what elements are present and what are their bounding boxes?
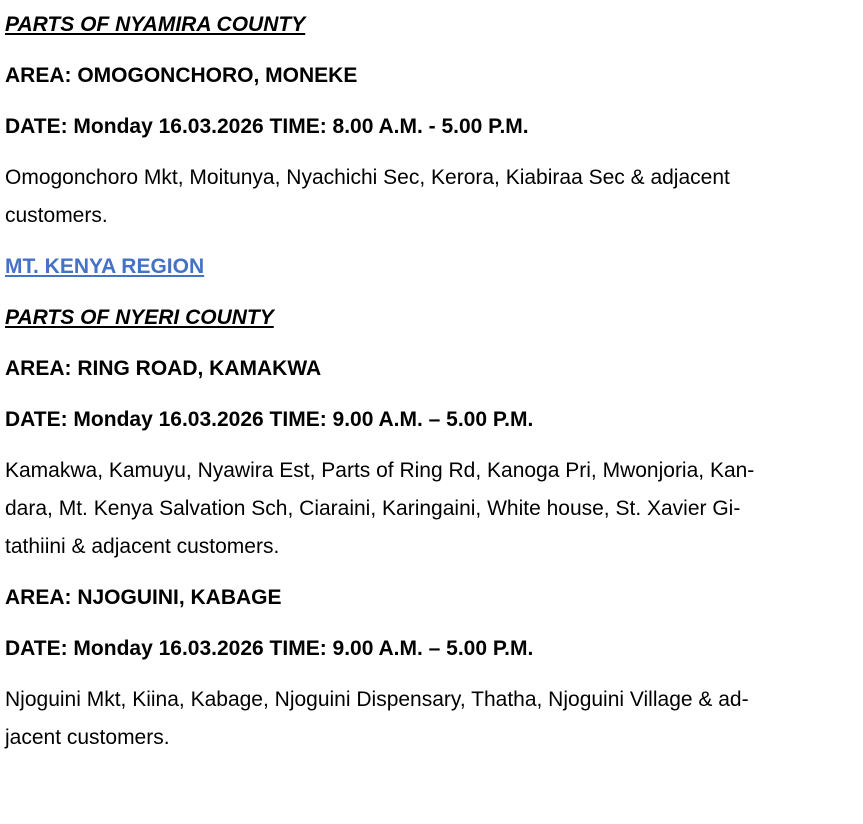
paragraph-line: dara, Mt. Kenya Salvation Sch, Ciaraini, Karingaini, White house, St. Xavier Gi-	[5, 497, 741, 520]
area-heading: AREA: RING ROAD, KAMAKWA	[5, 357, 322, 380]
paragraph-line: Kamakwa, Kamuyu, Nyawira Est, Parts of Ring Rd, Kanoga Pri, Mwonjoria, Kan-	[5, 459, 755, 482]
date-time-line: DATE: Monday 16.03.2026 TIME: 8.00 A.M. - 5.00 P.M.	[5, 115, 529, 138]
date-time-line: DATE: Monday 16.03.2026 TIME: 9.00 A.M. – 5.00 P.M.	[5, 637, 534, 660]
affected-areas-paragraph	[5, 159, 857, 235]
document-body	[5, 0, 857, 770]
paragraph-line: Omogonchoro Mkt, Moitunya, Nyachichi Sec, Kerora, Kiabiraa Sec & adjacent	[5, 166, 730, 189]
area-heading: AREA: NJOGUINI, KABAGE	[5, 586, 282, 609]
paragraph-line: customers.	[5, 204, 108, 227]
county-heading-nyeri: PARTS OF NYERI COUNTY	[5, 306, 274, 329]
paragraph-line: tathiini & adjacent customers.	[5, 535, 280, 558]
paragraph-line: Njoguini Mkt, Kiina, Kabage, Njoguini Dispensary, Thatha, Njoguini Village & ad-	[5, 688, 749, 711]
area-heading: AREA: OMOGONCHORO, MONEKE	[5, 64, 358, 87]
region-link-mt-kenya[interactable]: MT. KENYA REGION	[5, 255, 205, 278]
date-time-line: DATE: Monday 16.03.2026 TIME: 9.00 A.M. – 5.00 P.M.	[5, 408, 534, 431]
county-heading-nyamira: PARTS OF NYAMIRA COUNTY	[5, 13, 306, 36]
affected-areas-paragraph	[5, 681, 857, 757]
paragraph-line: jacent customers.	[5, 726, 170, 749]
affected-areas-paragraph	[5, 452, 857, 566]
